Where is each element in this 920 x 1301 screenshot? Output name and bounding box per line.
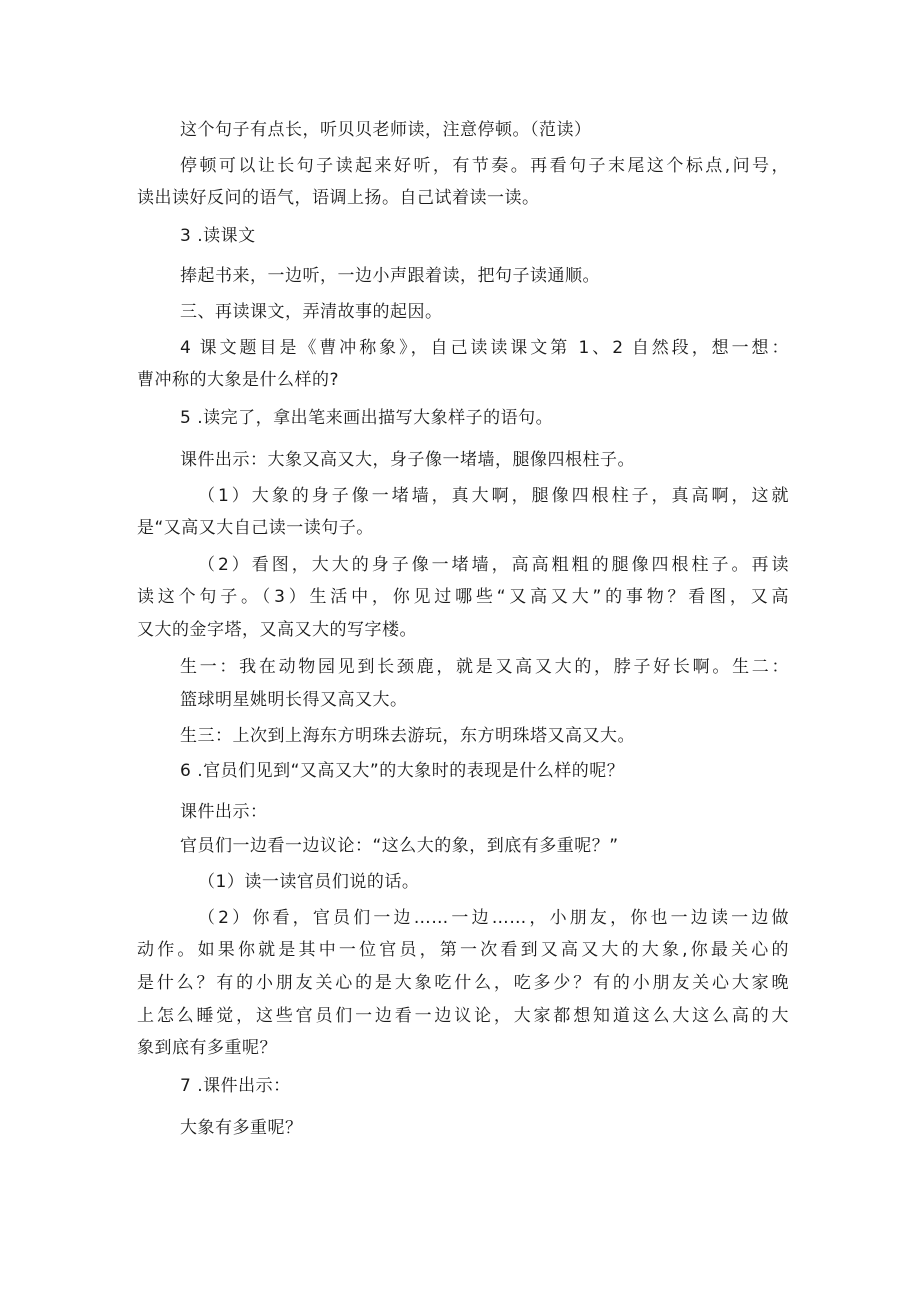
text-line: 读出读好反问的语气，语调上扬。自己试着读一读。 — [137, 188, 540, 208]
text-line: 这个句子有点长，听贝贝老师读，注意停顿。（范读） — [180, 120, 592, 140]
text-line: 象到底有多重呢？ — [137, 1038, 277, 1058]
text-line: 又大的金字塔，又高又大的写字楼。 — [137, 620, 417, 640]
text-line: 生三：上次到上海东方明珠去游玩，东方明珠塔又高又大。 — [180, 726, 635, 746]
text-line: 停顿可以让长句子读起来好听，有节奏。再看句子末尾这个标点,问号， — [180, 156, 789, 176]
text-line: 曹冲称的大象是什么样的? — [137, 370, 340, 390]
text-line: 是什么？有的小朋友关心的是大象吃什么，吃多少？有的小朋友关心大家晚 — [137, 973, 789, 993]
text-line: 动作。如果你就是其中一位官员，第一次看到又高又大的大象,你最关心的 — [137, 940, 789, 960]
text-line: 4 课文题目是《曹冲称象》，自己读读课文第 1、2 自然段，想一想： — [180, 338, 789, 358]
text-line: （2）看图，大大的身子像一堵墙，高高粗粗的腿像四根柱子。再读 — [198, 555, 789, 575]
text-line: （2）你看，官员们一边……一边……，小朋友，你也一边读一边做 — [198, 908, 789, 928]
section-heading: 6 .官员们见到“又高又大”的大象时的表现是什么样的呢？ — [180, 761, 625, 781]
text-line: 上怎么睡觉，这些官员们一边看一边议论，大家都想知道这么大这么高的大 — [137, 1006, 789, 1026]
text-line: 官员们一边看一边议论：“这么大的象，到底有多重呢？” — [180, 836, 619, 856]
text-line: 是“又高又大自己读一读句子。 — [137, 518, 374, 538]
text-line: 篮球明星姚明长得又高又大。 — [180, 690, 408, 710]
text-line: 大象有多重呢？ — [180, 1118, 303, 1138]
text-line: 课件出示： — [180, 802, 268, 822]
text-line: （1）大象的身子像一堵墙，真大啊，腿像四根柱子，真高啊，这就 — [198, 486, 789, 506]
text-line: 生一：我在动物园见到长颈鹿，就是又高又大的，脖子好长啊。生二： — [180, 657, 789, 677]
section-heading: 三、再读课文，弄清故事的起因。 — [180, 302, 443, 322]
section-heading: 5 .读完了，拿出笔来画出描写大象样子的语句。 — [180, 408, 554, 428]
text-line: 课件出示：大象又高又大，身子像一堵墙，腿像四根柱子。 — [180, 450, 635, 470]
section-heading: 7 .课件出示： — [180, 1076, 291, 1096]
text-line: （1）读一读官员们说的话。 — [198, 872, 420, 892]
text-line: 捧起书来，一边听，一边小声跟着读，把句子读通顺。 — [180, 266, 600, 286]
text-line: 读这个句子。（3）生活中，你见过哪些“又高又大”的事物？看图，又高 — [137, 587, 789, 607]
section-heading: 3 .读课文 — [180, 226, 256, 246]
